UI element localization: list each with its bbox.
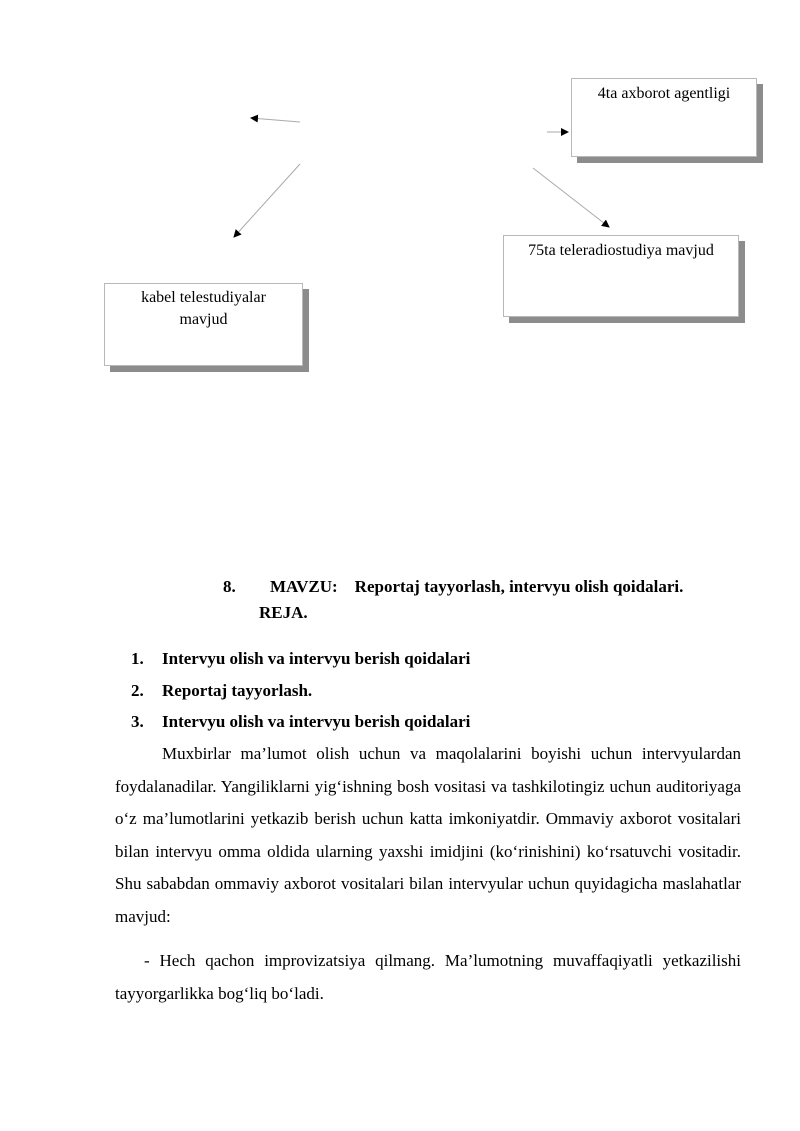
plan-item <box>131 643 470 675</box>
cable-box <box>104 283 303 366</box>
plan-item-text: Reportaj tayyorlash. <box>162 680 313 700</box>
section-heading <box>223 574 684 622</box>
plan-item-text: Intervyu olish va intervyu berish qoidalari <box>162 649 471 668</box>
plan-item-text: Intervyu olish va intervyu berish qoidalari <box>162 712 471 731</box>
plan-label: REJA. <box>259 603 308 622</box>
plan-list <box>131 643 470 738</box>
section-title: MAVZU: Reportaj tayyorlash, intervyu olish qoidalari. <box>270 577 684 596</box>
arrow-left-lower <box>234 164 300 237</box>
arrow-right-lower <box>533 168 609 227</box>
plan-item-number: 2. <box>131 680 144 700</box>
plan-item <box>131 706 470 738</box>
cable-label: kabel telestudiyalar mavjud <box>141 289 266 328</box>
studios-box <box>503 235 739 317</box>
agencies-label: 4ta axborot agentligi <box>597 85 731 102</box>
agencies-box <box>571 78 757 157</box>
plan-item-number: 1. <box>131 649 144 668</box>
section-number: 8. <box>223 577 236 596</box>
paragraph-tip: - Hech qachon improvizatsiya qilmang. Ma’lumotning muvaffaqiyatli yetkazilishi tayyorgarlikka bog‘liq bo‘ladi. <box>115 951 741 1003</box>
arrow-left-upper <box>251 118 300 122</box>
plan-item <box>131 675 470 707</box>
studios-label: 75ta teleradiostudiya mavjud <box>528 242 714 259</box>
plan-item-number: 3. <box>131 712 144 731</box>
paragraph-intro: Muxbirlar ma’lumot olish uchun va maqolalarini boyishi uchun intervyulardan foydalanadilar. Yangiliklarni yig‘ishning bosh vositasi va tashkilotingiz uchun auditoriyaga o‘z ma’lumotlarini yetkazib berish uchun katta imkoniyatdir. Ommaviy axborot vositalari bilan intervyu omma oldida ularning yaxshi imidjini (ko‘rinishini) ko‘rsatuvchi vositadir. Shu sababdan ommaviy axborot vositalari bilan intervyular uchun quyidagicha maslahatlar mavjud: <box>115 744 741 926</box>
